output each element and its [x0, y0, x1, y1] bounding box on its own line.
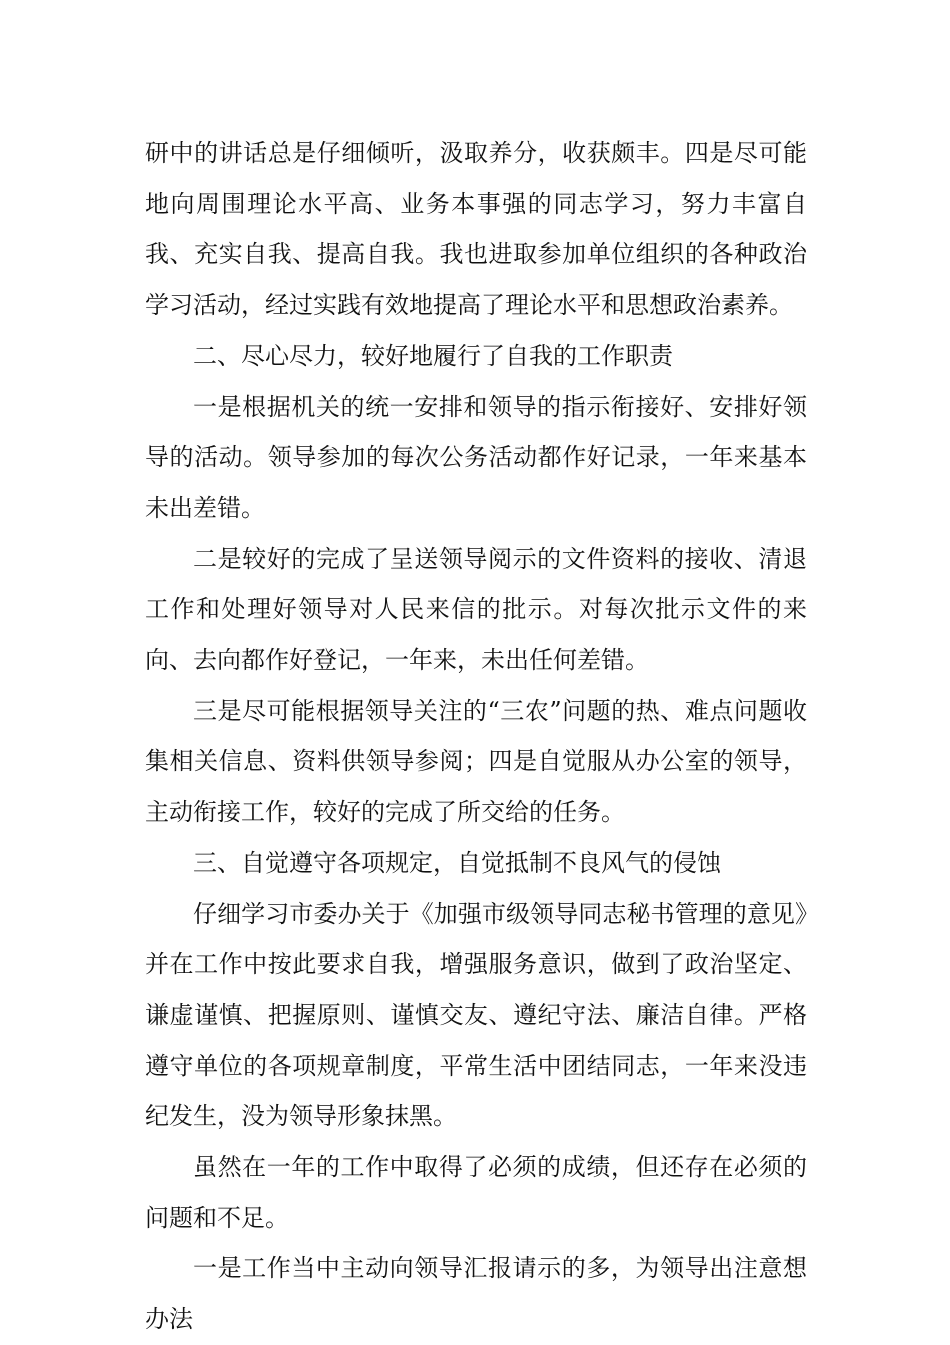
- paragraph: 仔细学习市委办关于《加强市级领导同志秘书管理的意见》并在工作中按此要求自我，增强服务意识，做到了政治坚定、谦虚谨慎、把握原则、谨慎交友、遵纪守法、廉洁自律。严格遵守单位的各项规章制度，平常生活中团结同志，一年来没违纪发生，没为领导形象抹黑。: [145, 899, 807, 1131]
- paragraph: 虽然在一年的工作中取得了必须的成绩，但还存在必须的问题和不足。: [145, 1153, 807, 1232]
- section-heading: 三、自觉遵守各项规定，自觉抵制不良风气的侵蚀: [193, 848, 721, 877]
- paragraph: 二是较好的完成了呈送领导阅示的文件资料的接收、清退工作和处理好领导对人民来信的批示。对每次批示文件的来向、去向都作好登记，一年来，未出任何差错。: [145, 544, 807, 675]
- document-body: [145, 128, 807, 1345]
- paragraph: 一是工作当中主动向领导汇报请示的多，为领导出注意想办法: [145, 1254, 807, 1334]
- paragraph: 研中的讲话总是仔细倾听，汲取养分，收获颇丰。四是尽可能地向周围理论水平高、业务本事强的同志学习，努力丰富自我、充实自我、提高自我。我也进取参加单位组织的各种政治学习活动，经过实践有效地提高了理论水平和思想政治素养。: [145, 139, 807, 320]
- section-heading: 二、尽心尽力，较好地履行了自我的工作职责: [193, 341, 673, 370]
- paragraph: 一是根据机关的统一安排和领导的指示衔接好、安排好领导的活动。领导参加的每次公务活动都作好记录，一年来基本未出差错。: [145, 392, 807, 522]
- paragraph: 三是尽可能根据领导关注的“三农”问题的热、难点问题收集相关信息、资料供领导参阅；四是自觉服从办公室的领导，主动衔接工作，较好的完成了所交给的任务。: [145, 696, 807, 827]
